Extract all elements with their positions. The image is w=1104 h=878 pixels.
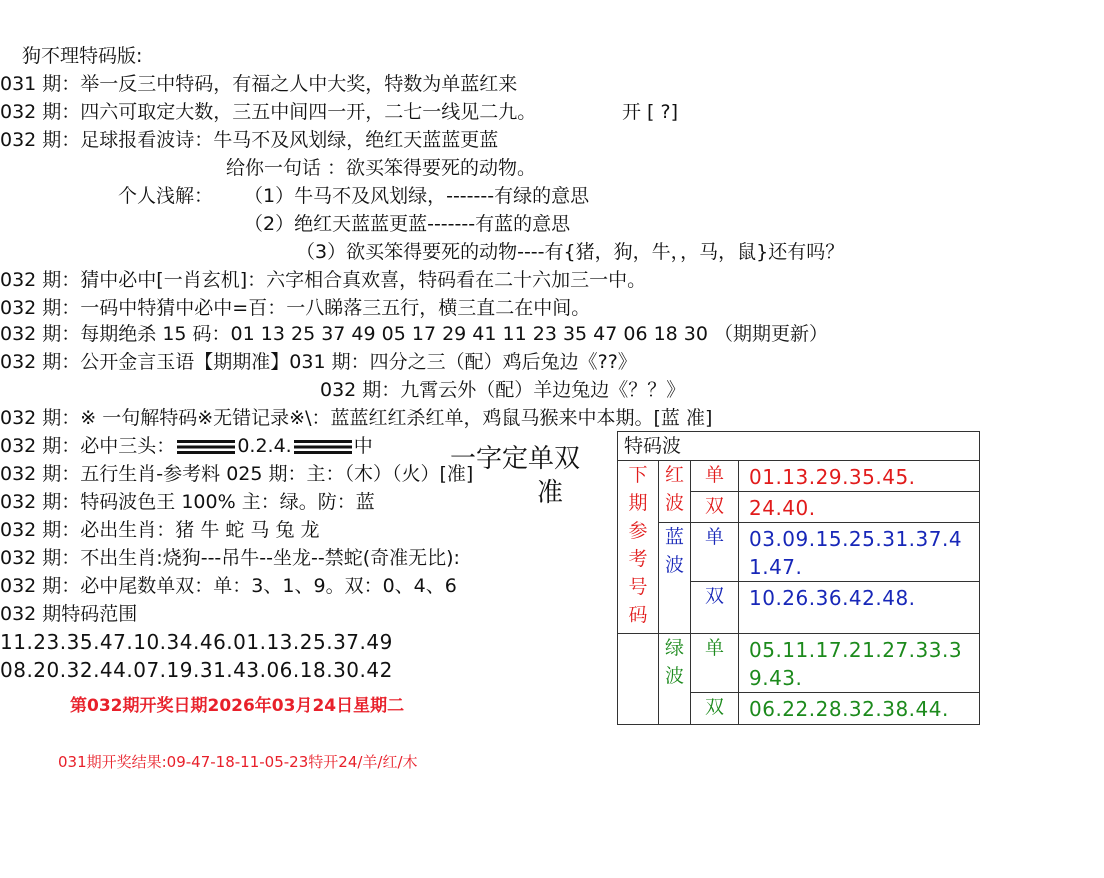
draw-date: 第032期开奖日期2026年03月24日星期二 xyxy=(70,696,405,716)
line-explain-3: （3）欲买笨得要死的动物----有{猪，狗，牛，，马，鼠}还有吗？ xyxy=(296,241,845,263)
draw-result: 031期开奖结果:09-47-18-11-05-23特开24/羊/红/木 xyxy=(58,753,418,771)
red-even-numbers: 24.40. xyxy=(739,492,980,523)
wave-table xyxy=(617,431,980,725)
line-032-verse: 032 期：四六可取定大数，三五中间四一开，二七一线见二九。 xyxy=(0,101,537,123)
line-exclude-zodiac: 032 期：不出生肖:烧狗---吊牛--坐龙--禁蛇(奇准无比): xyxy=(0,547,460,569)
line-tail-numbers: 032 期：必中尾数单双：单：3、1、9。双：0、4、6 xyxy=(0,575,457,597)
line-one-code: 032 期：一码中特猜中必中=百：一八睇落三五行，横三直二在中间。 xyxy=(0,297,591,319)
side-label-empty xyxy=(618,634,659,725)
line-personal-label: 个人浅解： xyxy=(118,185,214,207)
triple-bar-icon xyxy=(294,440,352,454)
blue-odd-numbers: 03.09.15.25.31.37.41.47. xyxy=(739,523,980,582)
page-title: 狗不理特码版: xyxy=(22,45,143,67)
line-range-title: 032 期特码范围 xyxy=(0,603,138,625)
line-range-1: 11.23.35.47.10.34.46.01.13.25.37.49 xyxy=(0,630,393,654)
blue-wave-label: 蓝波 xyxy=(659,523,691,634)
line-one-sentence-code: 032 期：※ 一句解特码※无错记录※\：蓝蓝红红杀红单，鸡鼠马猴来中本期。[蓝 准] xyxy=(0,407,713,429)
blue-even-tag: 双 xyxy=(691,582,739,634)
red-odd-numbers: 01.13.29.35.45. xyxy=(739,461,980,492)
line-five-elements: 032 期：五行生肖-参考料 025 期：主：（木）（火）[准] xyxy=(0,463,474,485)
line-explain-1: （1）牛马不及风划绿，-------有绿的意思 xyxy=(244,185,590,207)
red-even-tag: 双 xyxy=(691,492,739,523)
line-must-zodiac: 032 期：必出生肖：猪 牛 蛇 马 兔 龙 xyxy=(0,519,320,541)
blue-odd-tag: 单 xyxy=(691,523,739,582)
line-zodiac-riddle: 032 期：猜中必中[一肖玄机]：六字相合真欢喜，特码看在二十六加三一中。 xyxy=(0,269,647,291)
line-golden-words-2: 032 期：九霄云外（配）羊边兔边《？？》 xyxy=(320,379,686,401)
red-wave-label: 红波 xyxy=(659,461,691,523)
line-golden-words: 032 期：公开金言玉语【期期准】031 期：四分之三（配）鸡后兔边《??》 xyxy=(0,351,637,373)
three-heads-values: 0.2.4. xyxy=(237,435,292,457)
wave-table-header: 特码波 xyxy=(618,432,980,461)
side-label: 下期参考号码 xyxy=(618,461,659,634)
line-one-sentence: 给你一句话 ：欲买笨得要死的动物。 xyxy=(226,157,537,179)
green-wave-label: 绿波 xyxy=(659,634,691,725)
line-explain-2: （2）绝红天蓝蓝更蓝-------有蓝的意思 xyxy=(244,213,571,235)
overlay-single-double: 一字定单双 xyxy=(450,444,581,474)
line-032-verse-tail: 开 [ ?] xyxy=(622,101,678,123)
three-heads-label: 032 期：必中三头： xyxy=(0,435,176,457)
line-kill-15: 032 期：每期绝杀 15 码：01 13 25 37 49 05 17 29 41 11 23 35 47 06 18 30 （期期更新） xyxy=(0,323,829,345)
overlay-accurate: 准 xyxy=(537,478,564,508)
three-heads-suffix: 中 xyxy=(353,435,373,457)
line-football-poem: 032 期：足球报看波诗：牛马不及风划绿，绝红天蓝蓝更蓝 xyxy=(0,129,499,151)
blue-even-numbers: 10.26.36.42.48. xyxy=(739,582,980,634)
triple-bar-icon xyxy=(177,440,235,454)
red-odd-tag: 单 xyxy=(691,461,739,492)
green-odd-numbers: 05.11.17.21.27.33.39.43. xyxy=(739,634,980,693)
line-three-heads xyxy=(0,434,373,458)
line-range-2: 08.20.32.44.07.19.31.43.06.18.30.42 xyxy=(0,658,393,682)
line-031-hint: 031 期：举一反三中特码，有福之人中大奖，特数为单蓝红来 xyxy=(0,73,518,95)
green-even-numbers: 06.22.28.32.38.44. xyxy=(739,693,980,725)
green-odd-tag: 单 xyxy=(691,634,739,693)
line-wave-king: 032 期：特码波色王 100% 主：绿。防：蓝 xyxy=(0,491,375,513)
green-even-tag: 双 xyxy=(691,693,739,725)
